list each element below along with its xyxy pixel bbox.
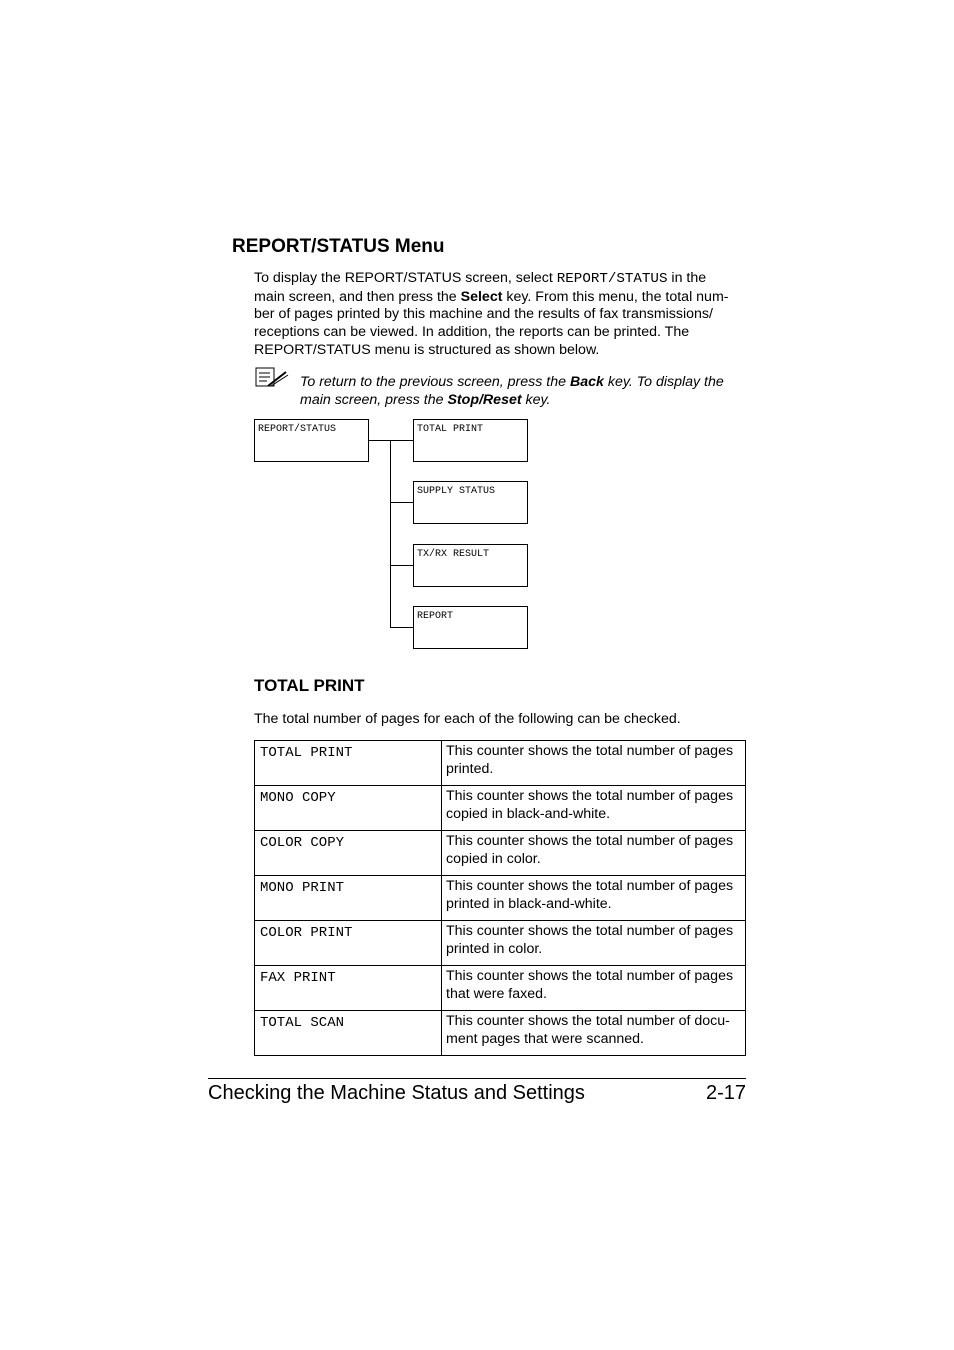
menu-box-total-print: TOTAL PRINT xyxy=(413,419,528,462)
menu-box-report-status: REPORT/STATUS xyxy=(254,419,369,462)
description-line: This counter shows the total number of pages xyxy=(446,788,734,804)
intro-paragraph xyxy=(254,270,746,360)
note-segment: main screen, press the xyxy=(300,392,448,408)
footer-divider xyxy=(208,1078,746,1079)
description-line: printed in color. xyxy=(446,940,543,957)
tree-connector xyxy=(390,627,414,628)
intro-text: receptions can be viewed. In addition, the reports can be printed. The xyxy=(254,324,690,341)
counter-name: MONO COPY xyxy=(255,786,442,831)
counter-name: MONO PRINT xyxy=(255,876,442,921)
counter-description xyxy=(442,966,746,1011)
description-line: This counter shows the total number of pages xyxy=(446,968,734,984)
counter-description xyxy=(442,921,746,966)
note-bold-key: Stop/Reset xyxy=(447,392,522,408)
subsection-description: The total number of pages for each of the following can be checked. xyxy=(254,711,681,727)
counter-name: COLOR PRINT xyxy=(255,921,442,966)
counter-name: FAX PRINT xyxy=(255,966,442,1011)
note-segment: key. To display the xyxy=(603,374,724,390)
description-line: copied in black-and-white. xyxy=(446,805,611,822)
intro-code: REPORT/STATUS xyxy=(556,271,668,287)
counter-name: TOTAL PRINT xyxy=(255,741,442,786)
table-row xyxy=(255,966,746,1011)
table-row xyxy=(255,831,746,876)
tree-connector xyxy=(369,440,414,441)
intro-text: To display the REPORT/STATUS screen, select xyxy=(254,270,557,286)
table-row xyxy=(255,921,746,966)
section-title: REPORT/STATUS Menu xyxy=(232,236,445,257)
note-bold-key: Back xyxy=(569,374,604,390)
note-segment: To return to the previous screen, press the xyxy=(300,374,570,390)
intro-text: key. From this menu, the total num- xyxy=(502,288,729,305)
table-row xyxy=(255,741,746,786)
table-row xyxy=(255,876,746,921)
description-line: that were faxed. xyxy=(446,985,547,1002)
footer-chapter-title: Checking the Machine Status and Settings xyxy=(208,1082,585,1104)
counter-description xyxy=(442,1011,746,1056)
counter-description xyxy=(442,786,746,831)
counter-name: TOTAL SCAN xyxy=(255,1011,442,1056)
counter-description xyxy=(442,831,746,876)
menu-box-report: REPORT xyxy=(413,606,528,649)
subsection-title: TOTAL PRINT xyxy=(254,676,365,695)
description-line: This counter shows the total number of pages xyxy=(446,923,734,939)
table-row xyxy=(255,1011,746,1056)
description-line: printed in black-and-white. xyxy=(446,895,612,912)
note-pencil-icon xyxy=(254,366,290,390)
description-line: ment pages that were scanned. xyxy=(446,1030,644,1047)
counter-description xyxy=(442,876,746,921)
tree-connector xyxy=(390,440,391,628)
intro-text: in the xyxy=(667,270,707,286)
tree-connector xyxy=(390,502,414,503)
counter-description xyxy=(442,741,746,786)
note-segment: key. xyxy=(521,392,551,408)
intro-text: ber of pages printed by this machine and the results of fax transmissions/ xyxy=(254,306,713,323)
description-line: This counter shows the total number of pages xyxy=(446,833,734,849)
counter-name: COLOR COPY xyxy=(255,831,442,876)
intro-text: main screen, and then press the xyxy=(254,288,461,305)
table-row xyxy=(255,786,746,831)
counter-table xyxy=(254,740,746,1056)
intro-text: REPORT/STATUS menu is structured as shown below. xyxy=(254,341,600,358)
intro-bold-key: Select xyxy=(460,288,503,305)
description-line: This counter shows the total number of docu- xyxy=(446,1013,730,1029)
menu-box-supply-status: SUPPLY STATUS xyxy=(413,481,528,524)
description-line: This counter shows the total number of pages xyxy=(446,743,734,759)
description-line: This counter shows the total number of pages xyxy=(446,878,734,894)
note-text xyxy=(300,373,750,409)
page-number: 2-17 xyxy=(705,1082,746,1104)
tree-connector xyxy=(390,565,414,566)
description-line: printed. xyxy=(446,760,494,777)
description-line: copied in color. xyxy=(446,850,541,867)
menu-box-tx-rx-result: TX/RX RESULT xyxy=(413,544,528,587)
